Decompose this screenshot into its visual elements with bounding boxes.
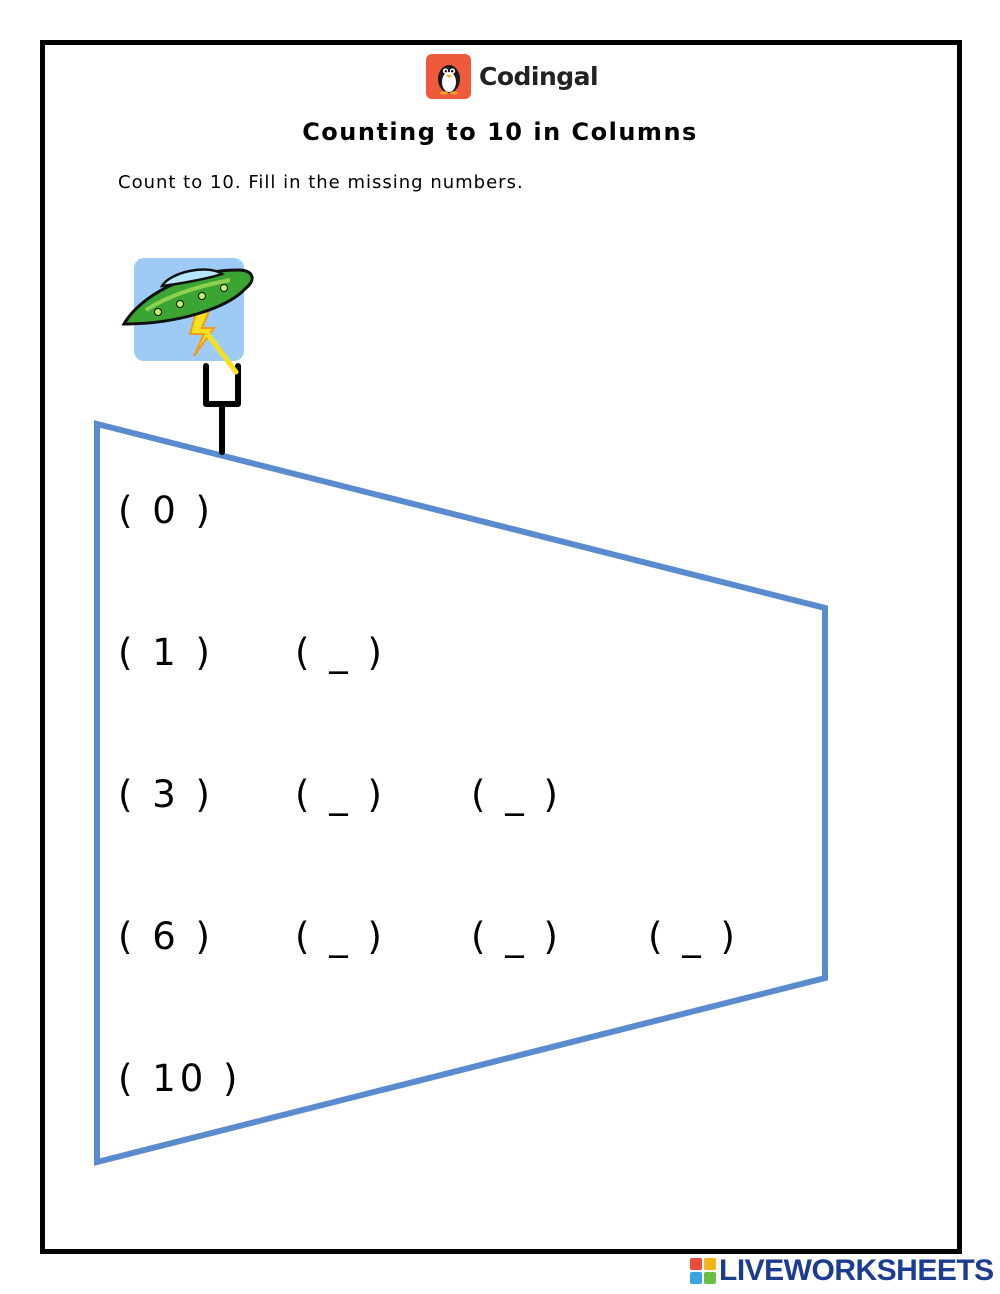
blank-answer-box[interactable]: ( _ ) — [295, 631, 386, 674]
worksheet-title: Counting to 10 in Columns — [302, 118, 698, 146]
liveworksheets-logo-icon — [690, 1258, 716, 1284]
number-box-3: ( 3 ) — [118, 773, 214, 816]
number-box-10: ( 10 ) — [118, 1057, 242, 1100]
penguin-icon — [426, 54, 471, 99]
blank-answer-box[interactable]: ( _ ) — [295, 915, 386, 958]
brand-name: Codingal — [479, 62, 599, 91]
blank-answer-box[interactable]: ( _ ) — [648, 915, 739, 958]
number-box-0: ( 0 ) — [118, 489, 214, 532]
blank-answer-box[interactable]: ( _ ) — [471, 915, 562, 958]
number-box-1: ( 1 ) — [118, 631, 214, 674]
blank-answer-box[interactable]: ( _ ) — [295, 773, 386, 816]
blank-answer-box[interactable]: ( _ ) — [471, 773, 562, 816]
worksheet-instructions: Count to 10. Fill in the missing numbers. — [118, 172, 524, 193]
number-box-6: ( 6 ) — [118, 915, 214, 958]
liveworksheets-footer — [690, 1254, 994, 1288]
ufo-icon — [118, 256, 258, 456]
liveworksheets-brand: LIVEWORKSHEETS — [719, 1254, 994, 1287]
brand-header — [426, 54, 598, 99]
